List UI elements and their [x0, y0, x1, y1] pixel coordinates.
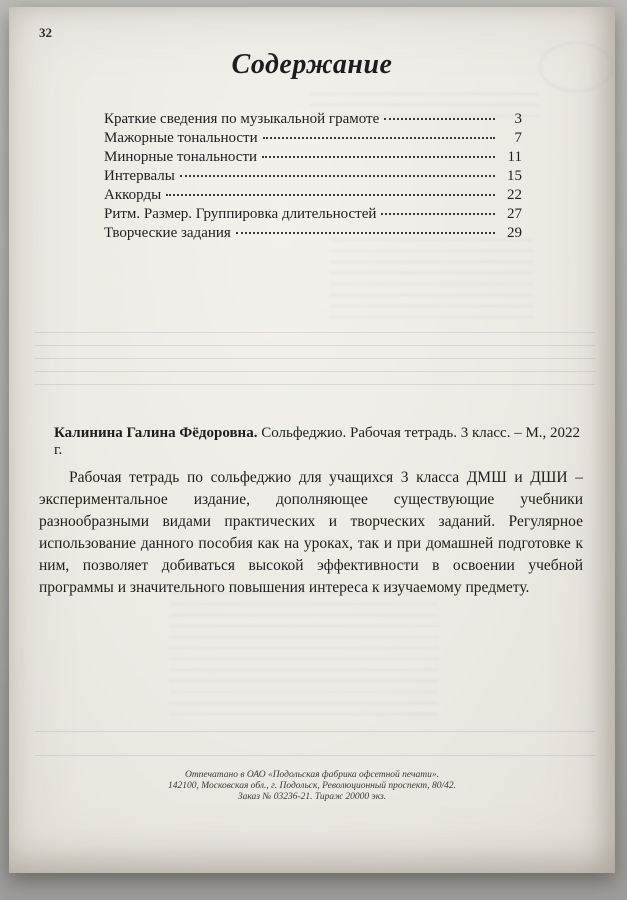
toc-leader-dots: [384, 118, 495, 120]
show-through-text-block: [169, 592, 439, 722]
toc-item: [104, 224, 522, 243]
toc-leader-dots: [166, 194, 495, 196]
imprint-line: 142100, Московская обл., г. Подольск, Революционный проспект, 80/42.: [167, 781, 457, 791]
toc-item-label: Аккорды: [104, 187, 162, 203]
show-through-rule: [35, 384, 595, 385]
book-page: [9, 7, 615, 873]
imprint-line: Заказ № 03236-21. Тираж 20000 экз.: [237, 792, 387, 802]
toc-item: [104, 129, 522, 148]
imprint-line: Отпечатано в ОАО «Подольская фабрика офсетной печати».: [184, 770, 440, 780]
toc-leader-dots: [381, 213, 495, 215]
toc-item: [104, 186, 522, 205]
annotation-paragraph: Рабочая тетрадь по сольфеджио для учащихся 3 класса ДМШ и ДШИ – экспериментальное издание, дополняющее существующие учебники разнообразными видами практических и творческих заданий. Регулярное использование данного пособия как на уроках, так и при домашней подготовке к ним, позволяет добиваться высокой эффективности в освоении учебной программы и значительного повышения интереса к изучаемому предмету.: [39, 469, 583, 596]
toc-item-label: Творческие задания: [104, 225, 231, 241]
toc-leader-dots: [263, 137, 495, 139]
toc-item: [104, 167, 522, 186]
toc-item-page: 15: [507, 168, 522, 184]
toc-item-page: 29: [507, 225, 522, 241]
page-title: Содержание: [231, 49, 393, 80]
page-number: 32: [39, 25, 52, 40]
toc-item-page: 11: [507, 149, 522, 165]
show-through-rule: [35, 755, 595, 756]
show-through-rule: [35, 371, 595, 372]
toc-leader-dots: [180, 175, 495, 177]
show-through-rule: [35, 345, 595, 346]
toc-item-page: 7: [514, 130, 522, 146]
toc-item-page: 22: [507, 187, 522, 203]
toc-item-page: 27: [507, 206, 522, 222]
imprint: [9, 770, 615, 803]
toc-item-label: Интервалы: [104, 168, 175, 184]
biblio-details: Сольфеджио. Рабочая тетрадь. 3 класс. – М., 2022 г.: [54, 425, 581, 458]
toc-leader-dots: [262, 156, 495, 158]
show-through-rule: [35, 332, 595, 333]
toc-item: [104, 205, 522, 224]
toc-list: [104, 110, 522, 243]
toc-item-label: Ритм. Размер. Группировка длительностей: [104, 206, 377, 222]
show-through-rule: [35, 358, 595, 359]
show-through-text-block: [329, 239, 534, 327]
toc-item: [104, 110, 522, 129]
toc-item-page: 3: [514, 111, 522, 127]
toc-item-label: Мажорные тональности: [104, 130, 258, 146]
bibliographic-entry: [54, 425, 587, 459]
toc-item: [104, 148, 522, 167]
toc-item-label: Минорные тональности: [104, 149, 258, 165]
toc-leader-dots: [236, 232, 495, 234]
biblio-author: Калинина Галина Фёдоровна.: [54, 425, 258, 441]
show-through-rule: [35, 731, 595, 732]
toc-item-label: Краткие сведения по музыкальной грамоте: [104, 111, 380, 127]
